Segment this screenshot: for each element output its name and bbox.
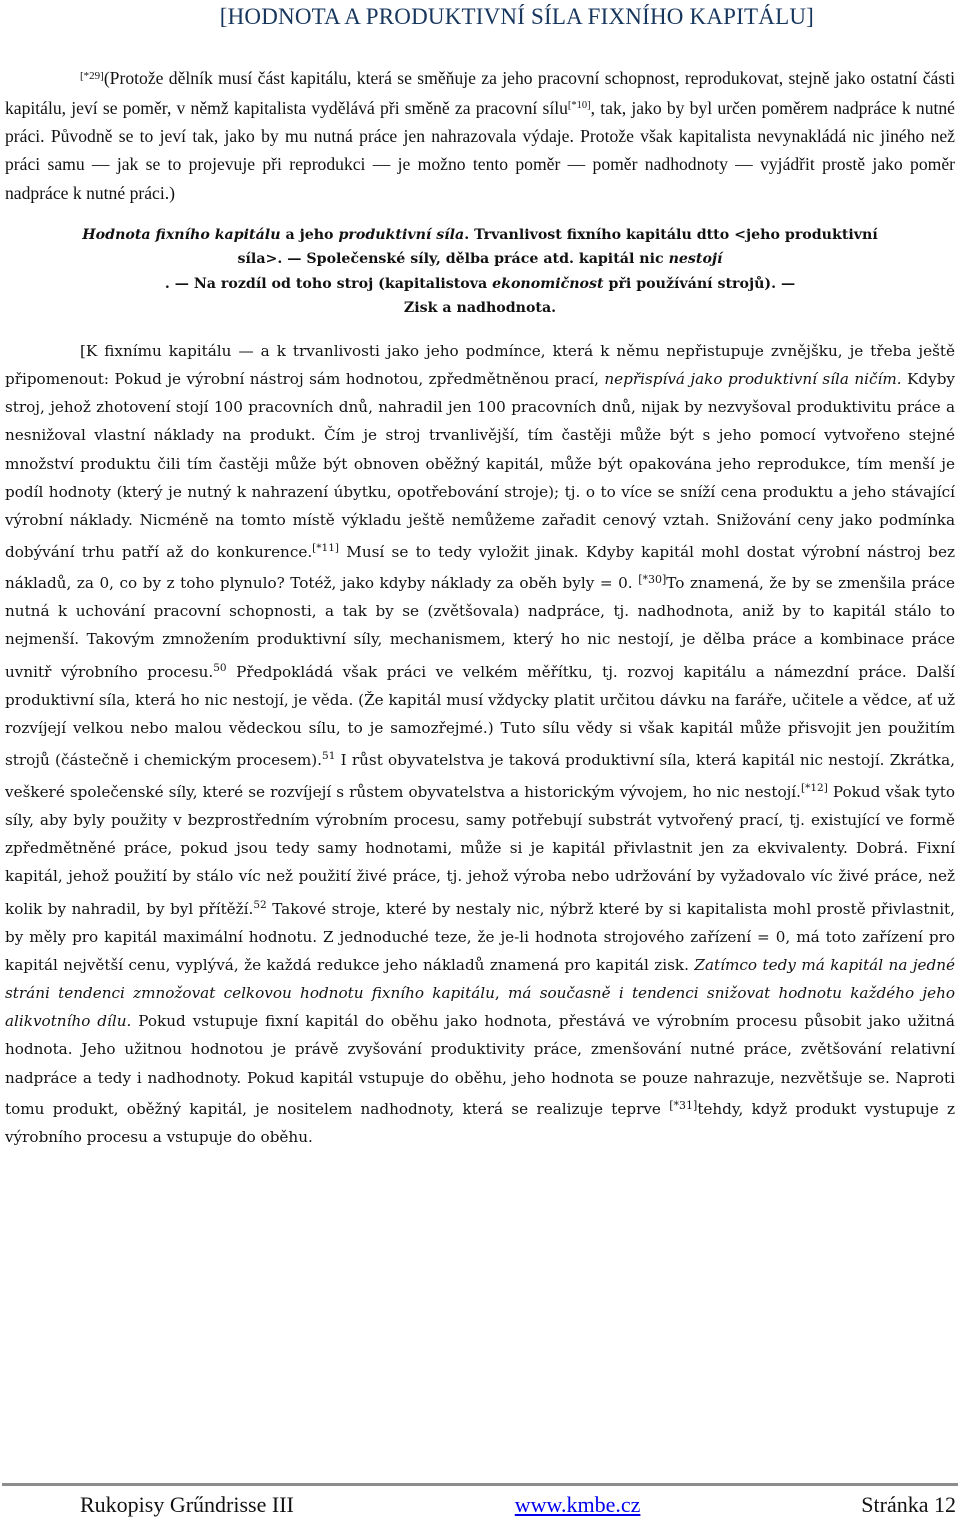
page-marker: [*31] bbox=[669, 1098, 698, 1112]
summary-text: . — Na rozdíl od toho stroj (kapitalistova bbox=[164, 275, 493, 292]
summary-line bbox=[5, 223, 955, 248]
paragraph-text: To znamená, že by se zmenšila práce nutná k uchování pracovní schopnosti, a tak by se (zvětšovala) nadpráce, tj. nadhodnota, aniž by to kapitál stálo to nejmenší. Takovým zmnožením produktivní síly, mechanismem, který ho nic nestojí, je dělba práce a kombinace práce uvnitř výrobního procesu. bbox=[5, 574, 955, 681]
footer-document-title: Rukopisy Grűndrisse III bbox=[80, 1492, 294, 1517]
summary-text: a jeho bbox=[280, 226, 339, 243]
footer-divider bbox=[2, 1483, 958, 1486]
summary-line: Zisk a nadhodnota. bbox=[403, 300, 557, 317]
summary-italic: nestojí bbox=[668, 251, 723, 268]
paragraph-text: (Protože dělník musí část kapitálu, která se směňuje za jeho pracovní schopnost, reprodukovat, stejně jako ostatní části kapitálu, jeví se poměr, v němž kapitalista vydělává při směně za pracovní sílu bbox=[5, 67, 955, 118]
paragraph-main bbox=[5, 337, 955, 1151]
paragraph-text: , bbox=[494, 983, 508, 1002]
paragraph-text: Předpokládá však práci ve velkém měřítku, tj. rozvoj kapitálu a námezdní práce. Další produktivní síla, která ho nic nestojí, je věda. (Že kapitál musí vždycky platit určitou dávku na faráře, učitele a vědce, ať už rozvíjejí velkou nebo malou vědeckou sílu, to je samozřejmé.) Tuto sílu vědy si však kapitál může přisvojit jen použitím strojů (částečně i chemickým procesem). bbox=[5, 662, 955, 769]
paragraph-text: tehdy, když produkt vystupuje z výrobního procesu a vstupuje do oběhu. bbox=[5, 1099, 955, 1146]
footnote-marker: [*10] bbox=[567, 100, 591, 112]
page-marker: [*29] bbox=[80, 70, 104, 82]
paragraph-text: Takové stroje, které by nestaly nic, nýbrž které by si kapitalista mohl prostě přivlastnit, by měly pro kapitál maximální hodnotu. Z jednoduché teze, že je-li hodnota strojového zařízení = 0, má toto zařízení pro kapitál největší cenu, vyplývá, že každá redukce jeho nákladů znamená pro kapitál zisk. bbox=[5, 899, 955, 974]
footer-website-link[interactable]: www.kmbe.cz bbox=[514, 1492, 641, 1517]
section-summary bbox=[5, 223, 955, 321]
paragraph-text: Kdyby stroj, jehož zhotovení stojí 100 pracovních dnů, nahradil jen 100 pracovních dnů, nijak by nezvyšoval produktivitu práce a nesnižoval vlastní náklady na produkt. Čím je stroj trvanlivější, tím častěji může být s jeho pomocí vytvořeno stejné množství produktu čili tím častěji může být obnoven oběžný kapitál, může být opakována jeho reprodukce, tím menší je podíl hodnoty (který je nutný k nahrazení úbytku, opotřebování stroje); tj. o to více se sníží cena produktu a jeho stávající výrobní náklady. Nicméně na tomto místě výkladu ještě nemůžeme zařadit cenový vztah. Snižování ceny jako podmínka dobývání trhu patří až do konkurence. bbox=[5, 369, 956, 561]
page-marker: [*30] bbox=[638, 573, 667, 587]
paragraph-italic: nepřispívá jako produktivní síla ničím. bbox=[604, 369, 902, 388]
footnote-marker: [*12] bbox=[801, 782, 828, 794]
footer-page-number: Stránka 12 bbox=[861, 1492, 956, 1517]
paragraph-text: Pokud vstupuje fixní kapitál do oběhu jako hodnota, přestává ve výrobním procesu působit jako užitná hodnota. Jeho užitnou hodnotou je právě zvyšování produktivity práce, zmenšování nutné práce, zvětšování relativní nadpráce a tedy i nadhodnoty. Pokud kapitál vstupuje do oběhu, jeho hodnota se pouze nahrazuje, nezvětšuje se. Naproti tomu produkt, oběžný kapitál, je nositelem nadhodnoty, která se realizuje teprve bbox=[5, 1012, 955, 1118]
footnote-marker: 52 bbox=[253, 898, 267, 911]
paragraph-text: Pokud však tyto síly, aby byly použity v bezprostředním výrobním procesu, samy potřebují substrát vytvořený prací, tj. existující ve formě zpředmětněné práce, pokud jsou tedy samy hodnotami, může si je kapitál přivlastnit jen za ekvivalenty. Dobrá. Fixní kapitál, jehož použití by stálo víc než použití živé práce, tj. jehož výroba nebo udržování by vyžadovalo víc živé práce, než kolik by nahradil, by byl přítěží. bbox=[5, 782, 955, 918]
summary-text: při používání strojů). — bbox=[603, 275, 796, 292]
summary-italic: Hodnota fixního kapitálu bbox=[82, 226, 281, 243]
paragraph-text: [K fixnímu kapitálu — a k trvanlivosti jako jeho podmínce, která k němu nepřistupuje zvnějšku, je třeba ještě připomenout: Pokud je výrobní nástroj sám hodnotou, zpředmětněnou prací, bbox=[5, 341, 955, 388]
summary-line bbox=[5, 247, 955, 272]
paragraph-text: , tak, jako by byl určen poměrem nadpráce k nutné práci. Původně se to jeví tak, jako by mu nutná práce jen nahrazovala výdaje. Protože však kapitalista nevynakládá nic jiného než práci samu — jak se to projevuje při reprodukci — je možno tento poměr — poměr nadhodnoty — vyjádřit prostě jako poměr nadpráce k nutné práci.) bbox=[5, 97, 955, 203]
paragraph-text: I růst obyvatelstva je taková produktivní síla, která kapitál nic nestojí. Zkrátka, veškeré společenské síly, které se rozvíjejí s růstem obyvatelstva a historickým vývojem, ho nic nestojí. bbox=[5, 750, 955, 801]
paragraph-intro bbox=[5, 62, 955, 207]
summary-italic: produktivní síla bbox=[338, 226, 465, 243]
page-footer bbox=[80, 1492, 956, 1518]
footnote-marker: [*11] bbox=[312, 542, 339, 555]
footnote-marker: 50 bbox=[213, 661, 227, 674]
paragraph-italic: Zatímco tedy má kapitál na jedné stráni tendenci zmnožovat celkovou hodnotu fixního kapitálu bbox=[5, 955, 956, 1002]
summary-line bbox=[5, 272, 955, 297]
footnote-marker: 51 bbox=[322, 750, 336, 763]
page-header-title: [HODNOTA A PRODUKTIVNÍ SÍLA FIXNÍHO KAPITÁLU] bbox=[219, 4, 814, 29]
paragraph-italic: má současně i tendenci snižovat hodnotu každého jeho alikvotního dílu. bbox=[5, 983, 955, 1031]
summary-text: . Trvanlivost fixního kapitálu dtto <jeho produktivní bbox=[464, 226, 878, 243]
summary-text: síla>. — Společenské síly, dělba práce atd. kapitál nic bbox=[237, 251, 669, 268]
document-body bbox=[5, 62, 955, 1151]
paragraph-text: Musí se to tedy vyložit jinak. Kdyby kapitál mohl dostat výrobní nástroj bez nákladů, za 0, co by z toho plynulo? Totéž, jako kdyby náklady za oběh byly = 0. bbox=[5, 542, 955, 593]
summary-italic: ekonomičnost bbox=[492, 275, 604, 292]
